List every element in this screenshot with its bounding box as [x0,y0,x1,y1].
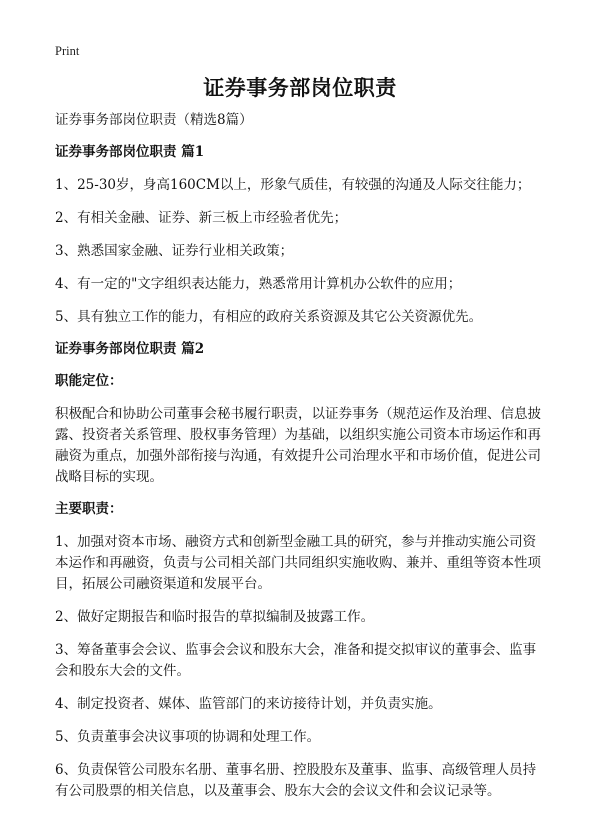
requirement-item-5: 5、具有独立工作的能力，有相应的政府关系资源及其它公关资源优先。 [55,309,483,325]
duty-item-5: 5、负责董事会决议事项的协调和处理工作。 [55,729,321,745]
positioning-heading: 职能定位： [55,373,123,389]
duties-heading: 主要职责： [55,501,123,517]
duty-item-1: 1、加强对资本市场、融资方式和创新型金融工具的研究，参与并推动实施公司资本运作和再融资，负责与公司相关部门共同组织实施收购、兼并、重组等资本性项目，拓展公司融资渠道和发展平台。 [55,534,541,592]
requirement-item-1: 1、25-30岁，身高160CM以上，形象气质佳，有较强的沟通及人际交往能力； [55,177,531,193]
duty-item-6: 6、负责保管公司股东名册、董事名册、控股股东及董事、监事、高级管理人员持有公司股票的相关信息，以及董事会、股东大会的会议文件和会议记录等。 [55,762,537,799]
requirement-item-4: 4、有一定的"文字组织表达能力，熟悉常用计算机办公软件的应用； [55,276,462,292]
section-heading-2: 证券事务部岗位职责 篇2 [55,341,205,357]
duty-item-4: 4、制定投资者、媒体、监管部门的来访接待计划，并负责实施。 [55,696,442,712]
requirement-item-3: 3、熟悉国家金融、证券行业相关政策； [55,243,294,259]
document-subtitle: 证券事务部岗位职责（精选8篇） [55,112,253,128]
requirement-item-2: 2、有相关金融、证券、新三板上市经验者优先； [55,210,348,226]
duty-item-3: 3、筹备董事会会议、监事会会议和股东大会，准备和提交拟审议的董事会、监事会和股东大会的文件。 [55,642,537,679]
positioning-text: 积极配合和协助公司董事会秘书履行职责，以证券事务（规范运作及治理、信息披露、投资者关系管理、股权事务管理）为基础，以组织实施公司资本市场运作和再融资为重点，加强外部衔接与沟通，有效提升公司治理水平和市场价值，促进公司战略目标的实现。 [55,406,541,485]
page-title: 证券事务部岗位职责 [203,75,397,100]
duty-item-2: 2、做好定期报告和临时报告的草拟编制及披露工作。 [55,609,375,625]
print-link[interactable]: Print [55,44,80,58]
section-heading-1: 证券事务部岗位职责 篇1 [55,144,205,160]
